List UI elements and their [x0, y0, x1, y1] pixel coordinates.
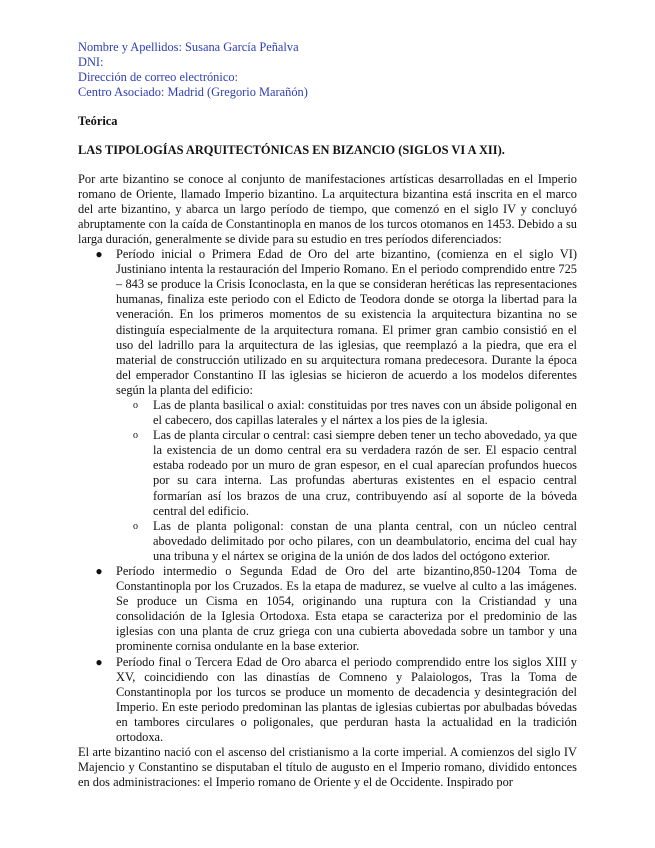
period-item-intermediate [78, 564, 577, 655]
period-text: Período final o Tercera Edad de Oro abarca el periodo comprendido entre los siglos XIII y XV, coincidiendo con las dinastías de Comneno y Palaiologos, Tras la Toma de Constantinopla por los turcos se produce un momento de decadencia y desintegración del Imperio. En este periodo predominan las plantas de iglesias cubiertas por abulbadas bóvedas en tambores circulares o poligonales, que perduran hasta la actualidad en la tradición ortodoxa. [116, 654, 577, 745]
period-item-initial [78, 247, 577, 564]
section-label: Teórica [78, 114, 118, 129]
dni-line: DNI: [78, 55, 104, 70]
author-header [78, 40, 577, 100]
plan-item-circular [116, 428, 577, 519]
author-name-line: Nombre y Apellidos: Susana García Peñalva [78, 40, 299, 54]
plan-types-list [116, 398, 577, 564]
plan-text: Las de planta basilical o axial: constituidas por tres naves con un ábside poligonal en el cabecero, dos capillas laterales y el nártex a los pies de la iglesia. [153, 397, 577, 428]
closing-paragraph: El arte bizantino nació con el ascenso del cristianismo a la corte imperial. A comienzos del siglo IV Majencio y Constantino se disputaban el título de augusto en el Imperio romano, dividido entonces en dos administraciones: el Imperio romano de Oriente y el de Occidente. Inspirado por [78, 745, 577, 790]
bullet-icon: ● [95, 247, 103, 262]
intro-paragraph: Por arte bizantino se conoce al conjunto de manifestaciones artísticas desarrolladas en el Imperio romano de Oriente, llamado Imperio bizantino. La arquitectura bizantina está inscrita en el marco del arte bizantino, y abarca un largo período de tiempo, que comenzó en el siglo IV y concluyó abruptamente con la caída de Constantinopla en manos de los turcos otomanos en 1453. Debido a su larga duración, generalmente se divide para su estudio en tres períodos diferenciados: [78, 171, 577, 246]
circle-bullet-icon: o [133, 430, 138, 442]
plan-text: Las de planta poligonal: constan de una planta central, con un núcleo central abovedado delimitado por ocho pilares, con un deambulatorio, encima del cual hay una tribuna y el nártex se origina de la unión de dos lados del octógono exterior. [153, 518, 577, 563]
center-line: Centro Asociado: Madrid (Gregorio Marañón) [78, 85, 308, 100]
document-title: LAS TIPOLOGÍAS ARQUITECTÓNICAS EN BIZANCIO (SIGLOS VI A XII). [78, 143, 505, 158]
bullet-icon: ● [95, 564, 103, 578]
email-line: Dirección de correo electrónico: [78, 70, 238, 85]
plan-item-polygonal [116, 519, 577, 564]
period-text: Período intermedio o Segunda Edad de Oro del arte bizantino,850-1204 Toma de Constantinopla por los Cruzados. Es la etapa de madurez, se vuelve al culto a las imágenes. Se produce un Cisma en 1054, originando una ruptura con la Cristiandad y una consolidación de la Iglesia Ortodoxa. Esta etapa se caracteriza por el predominio de las iglesias con una planta de cruz griega con una cubierta abovedada sobre un tambor y una prominente cornisa ondulante en la base exterior. [116, 564, 577, 654]
periods-list [78, 247, 577, 745]
plan-text: Las de planta circular o central: casi siempre deben tener un techo abovedado, ya que la existencia de un domo central era su verdadera razón de ser. El espacio central estaba rodeado por un muro de gran espesor, en el cual aparecían profundos huecos por su cara interna. Las profundas aberturas existentes en el espacio central formarían así los brazos de una cruz, contribuyendo así al soporte de la bóveda central del edificio. [153, 428, 577, 518]
bullet-icon: ● [95, 654, 103, 669]
period-text: Período inicial o Primera Edad de Oro del arte bizantino, (comienza en el siglo VI) Justiniano intenta la restauración del Imperio Romano. En el periodo comprendido entre 725 – 843 se produce la Crisis Iconoclasta, en la que se consideran heréticas las representaciones humanas, finaliza este periodo con el Edicto de Teodora donde se otorga la libertad para la veneración. En los primeros momentos de su existencia la arquitectura bizantina no se distinguía especialmente de la arquitectura romana. El primer gran cambio consistió en el uso del ladrillo para la arquitectura de las iglesias, que reemplazó a la piedra, que era el material de construcción utilizado en su arquitectura romana predecesora. Durante la época del emperador Constantino II las iglesias se hicieron de acuerdo a los modelos diferentes según la planta del edificio: [116, 247, 577, 397]
plan-item-basilical [116, 398, 577, 428]
circle-bullet-icon: o [133, 399, 138, 411]
period-item-final [78, 655, 577, 746]
circle-bullet-icon: o [133, 520, 138, 532]
